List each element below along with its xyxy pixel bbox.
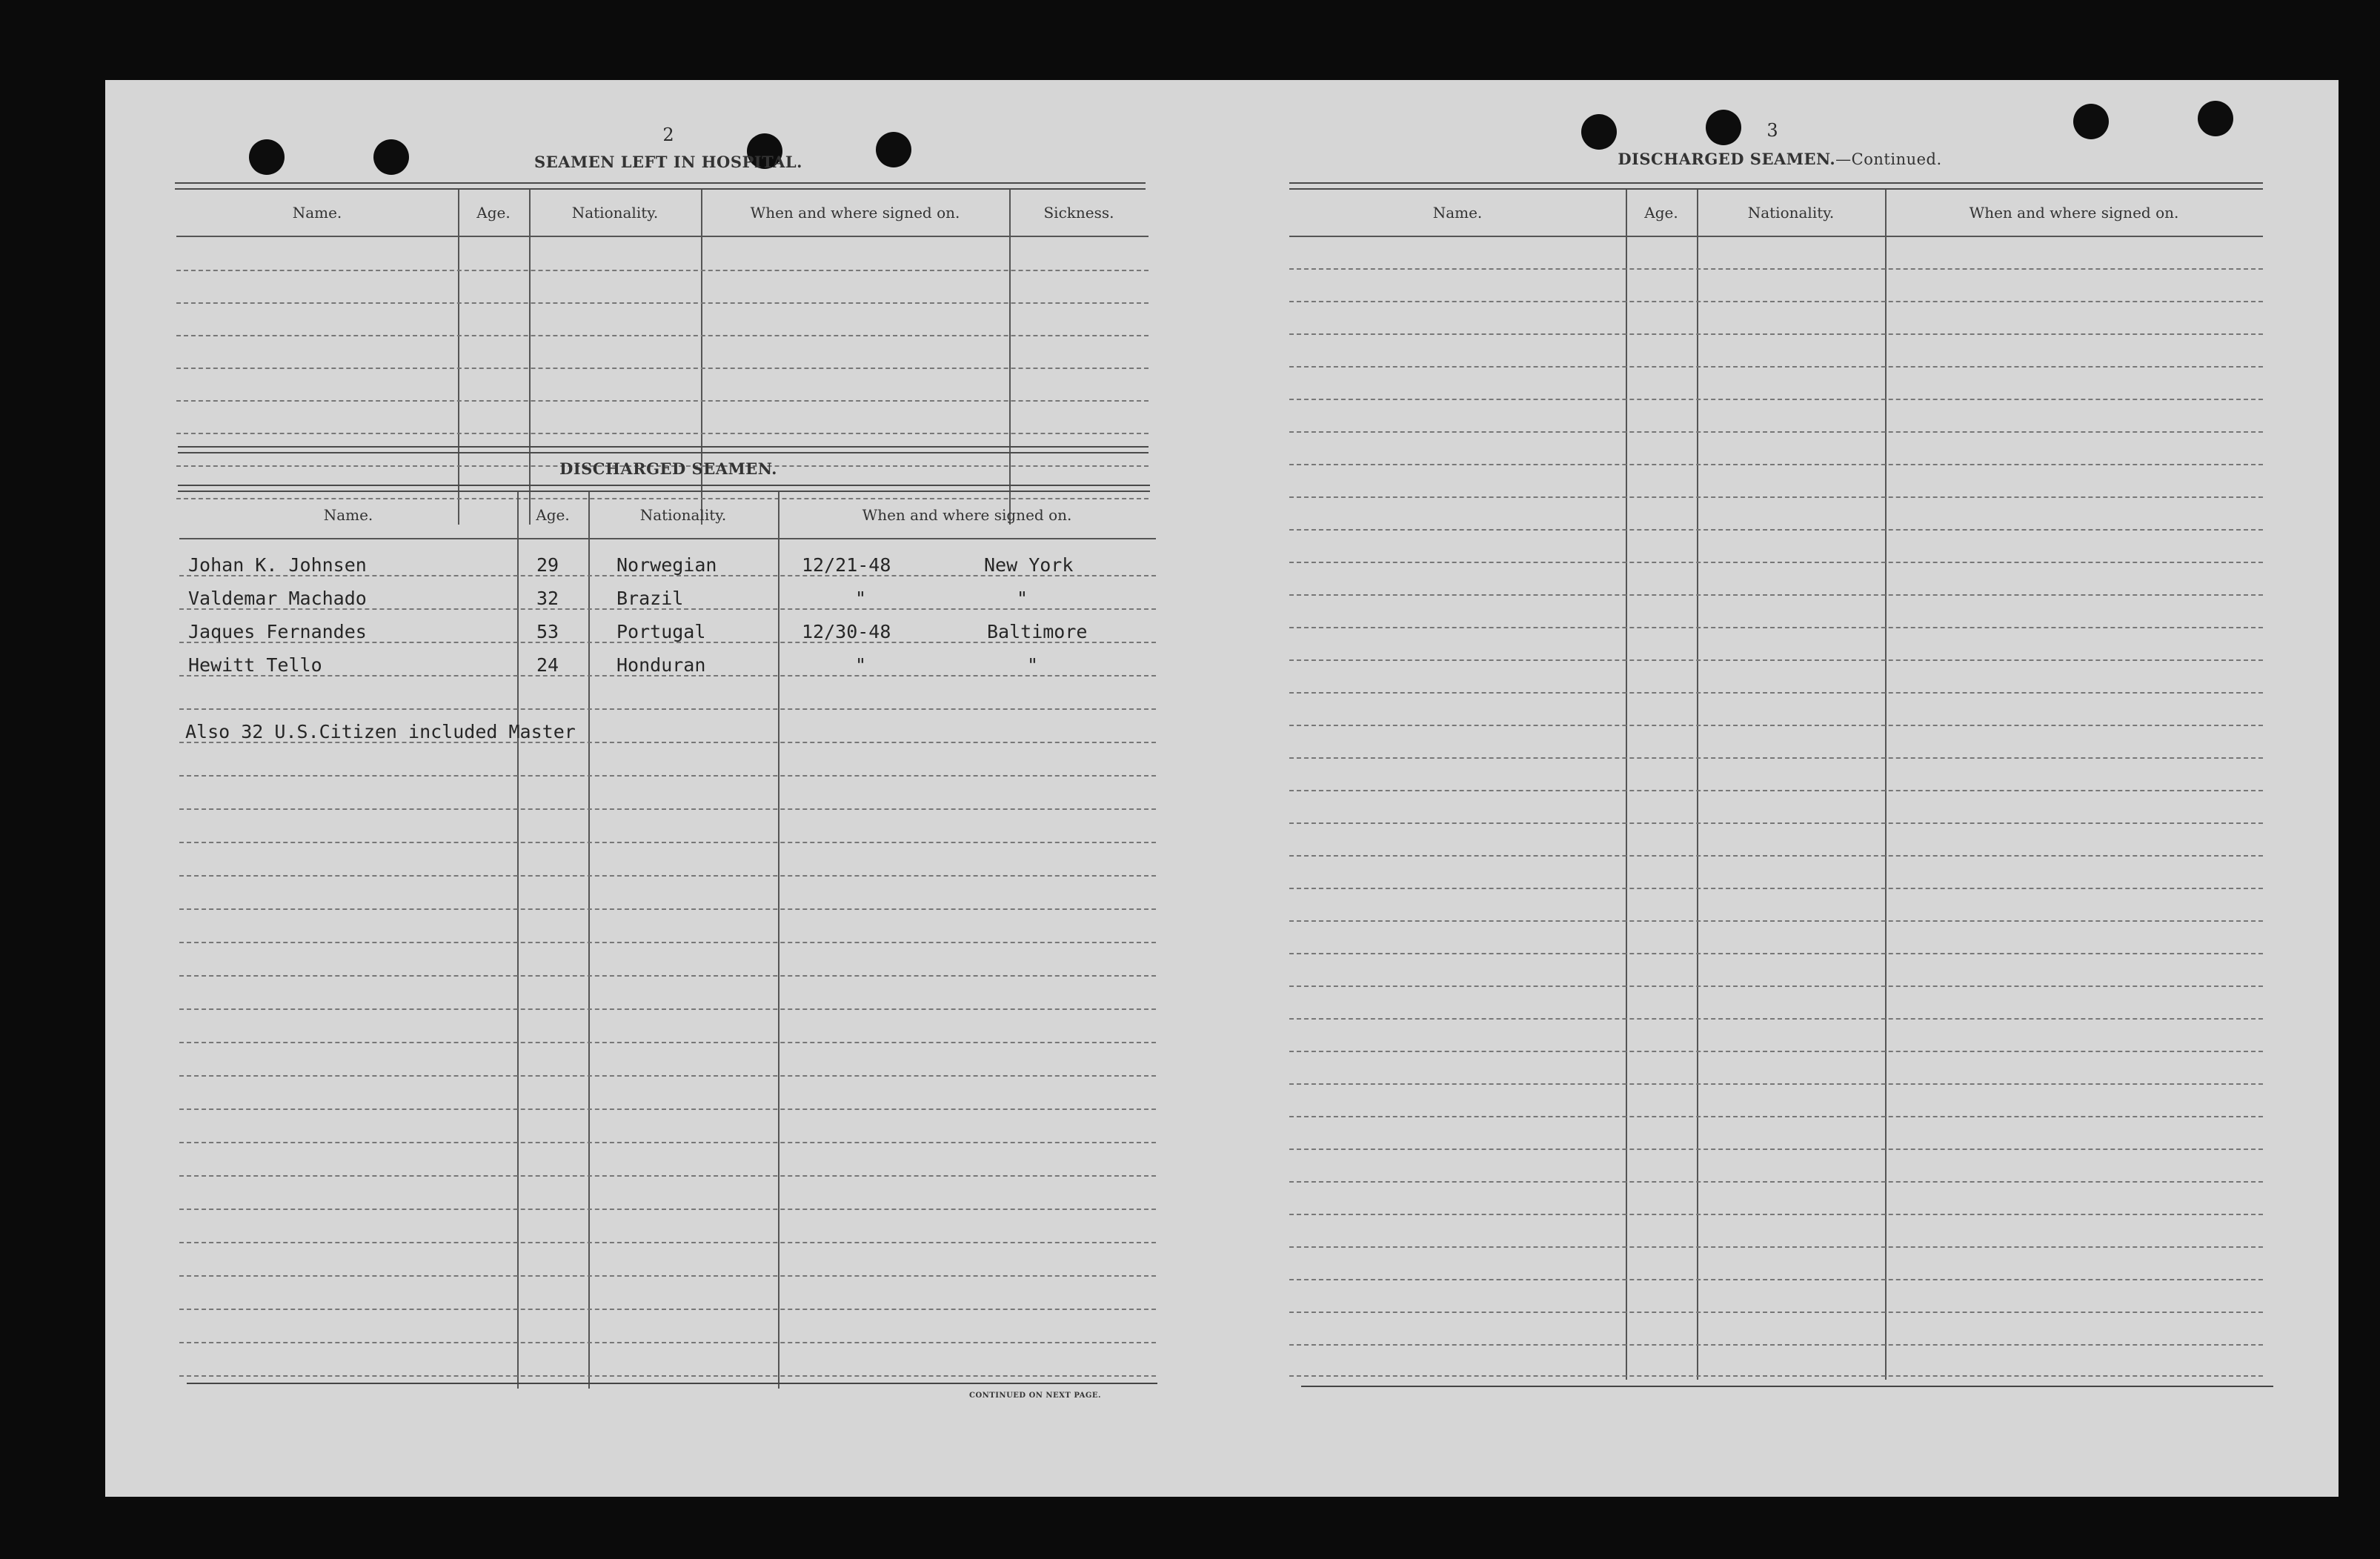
row-line	[179, 1042, 1156, 1043]
row-line	[1289, 888, 2263, 889]
column-divider	[1697, 190, 1698, 1380]
row-line	[179, 975, 1156, 977]
row-line	[1289, 1246, 2263, 1248]
row-line	[179, 942, 1156, 943]
row-line	[1289, 1279, 2263, 1280]
col-header-age: Age.	[1644, 204, 1678, 222]
col-header-signed-on: When and where signed on.	[750, 204, 960, 222]
seaman-signed-date: 12/21-48	[802, 554, 891, 576]
row-line	[179, 1342, 1156, 1343]
seaman-signed-place: New York	[984, 554, 1074, 576]
row-line	[176, 270, 1149, 271]
discharged-table-header	[179, 492, 1156, 539]
row-line	[1289, 268, 2263, 270]
continued-note: CONTINUED ON NEXT PAGE.	[969, 1392, 1102, 1400]
row-line	[1289, 1214, 2263, 1215]
punch-hole	[373, 139, 409, 175]
punch-hole	[249, 139, 285, 175]
row-line	[179, 1008, 1156, 1010]
row-line	[176, 368, 1149, 369]
row-line	[1289, 822, 2263, 824]
row-line	[1289, 692, 2263, 694]
discharged-note: Also 32 U.S.Citizen included Master	[185, 721, 576, 742]
col-header-age: Age.	[476, 204, 511, 222]
column-divider	[1009, 190, 1011, 525]
row-line	[1289, 1051, 2263, 1052]
row-line	[1289, 1083, 2263, 1085]
col-header-age: Age.	[536, 506, 570, 524]
row-line	[176, 400, 1149, 402]
row-line	[1289, 366, 2263, 368]
row-line	[1289, 333, 2263, 335]
row-line	[179, 908, 1156, 910]
seaman-nationality: Portugal	[616, 621, 706, 642]
left-bottom-rule	[187, 1383, 1157, 1384]
row-line	[179, 1142, 1156, 1143]
col-header-nationality: Nationality.	[639, 506, 727, 524]
row-line	[179, 875, 1156, 877]
column-divider	[1626, 190, 1627, 1380]
row-line	[1289, 594, 2263, 596]
col-header-sickness: Sickness.	[1043, 204, 1114, 222]
row-line	[1289, 1375, 2263, 1377]
row-line	[1289, 1018, 2263, 1020]
seaman-age: 32	[536, 588, 559, 609]
row-line	[179, 1242, 1156, 1243]
discharged-top-rule	[178, 485, 1150, 492]
row-line	[179, 1175, 1156, 1177]
punch-hole	[876, 132, 911, 167]
seaman-signed-date: "	[855, 588, 867, 609]
seaman-signed-date: 12/30-48	[802, 621, 891, 642]
row-line	[1289, 1116, 2263, 1117]
column-divider	[588, 492, 590, 1389]
seaman-signed-date: "	[855, 654, 867, 676]
seaman-name: Hewitt Tello	[188, 654, 322, 676]
row-line	[1289, 529, 2263, 531]
hospital-bottom-rule	[178, 446, 1149, 453]
seaman-name: Johan K. Johnsen	[188, 554, 367, 576]
seaman-nationality: Honduran	[616, 654, 706, 676]
discharged-section-title: DISCHARGED SEAMEN.	[559, 459, 777, 478]
col-header-signed-on: When and where signed on.	[862, 506, 1072, 524]
row-line	[1289, 301, 2263, 302]
seaman-signed-place: Baltimore	[987, 621, 1088, 642]
seaman-signed-place: "	[1027, 654, 1039, 676]
col-header-name: Name.	[1432, 204, 1483, 222]
right-top-rule	[1289, 182, 2263, 190]
column-divider	[458, 190, 459, 525]
discharged-continued-header	[1289, 190, 2263, 237]
row-line	[176, 302, 1149, 304]
document-sheet	[105, 80, 2339, 1497]
row-line	[1289, 399, 2263, 400]
column-divider	[778, 492, 780, 1389]
punch-hole	[2198, 101, 2233, 136]
row-line	[1289, 725, 2263, 726]
discharged-continued-title-main: DISCHARGED SEAMEN.	[1618, 150, 1836, 168]
discharged-table	[179, 492, 1156, 1390]
row-line	[1289, 790, 2263, 791]
row-line	[179, 842, 1156, 843]
punch-hole	[1581, 114, 1617, 150]
column-divider	[1885, 190, 1887, 1380]
col-header-nationality: Nationality.	[1747, 204, 1835, 222]
seaman-nationality: Brazil	[616, 588, 684, 609]
row-line	[1289, 1312, 2263, 1313]
punch-hole	[2073, 104, 2109, 139]
row-line	[1289, 464, 2263, 465]
row-line	[1289, 562, 2263, 563]
row-line	[176, 335, 1149, 336]
discharged-continued-title	[1572, 150, 1987, 168]
row-line	[1289, 431, 2263, 433]
row-line	[179, 808, 1156, 810]
col-header-nationality: Nationality.	[571, 204, 659, 222]
row-line	[1289, 757, 2263, 759]
seaman-nationality: Norwegian	[616, 554, 717, 576]
hospital-top-rule	[175, 182, 1146, 190]
row-line	[1289, 1344, 2263, 1346]
punch-hole	[1706, 110, 1741, 145]
row-line	[1289, 1181, 2263, 1183]
col-header-signed-on: When and where signed on.	[1969, 204, 2179, 222]
row-line	[1289, 496, 2263, 498]
row-line	[1289, 953, 2263, 954]
page-number-right: 3	[1766, 120, 1778, 141]
row-line	[179, 775, 1156, 777]
row-line	[179, 1209, 1156, 1210]
discharged-continued-table	[1289, 190, 2263, 1383]
row-line	[1289, 1149, 2263, 1150]
row-line	[179, 1375, 1156, 1377]
row-line	[1289, 627, 2263, 628]
discharged-continued-title-suffix: —Continued.	[1835, 150, 1942, 168]
row-line	[179, 708, 1156, 710]
row-line	[179, 1309, 1156, 1310]
row-line	[1289, 920, 2263, 922]
seaman-name: Jaques Fernandes	[188, 621, 367, 642]
row-line	[1289, 985, 2263, 987]
row-line	[1289, 855, 2263, 857]
col-header-name: Name.	[292, 204, 342, 222]
seaman-name: Valdemar Machado	[188, 588, 367, 609]
row-line	[179, 1275, 1156, 1277]
seaman-age: 24	[536, 654, 559, 676]
right-bottom-rule	[1301, 1386, 2273, 1387]
page-number-left: 2	[662, 124, 674, 145]
row-line	[179, 1108, 1156, 1110]
row-line	[176, 433, 1149, 434]
hospital-section-title: SEAMEN LEFT IN HOSPITAL.	[534, 153, 802, 171]
col-header-name: Name.	[323, 506, 373, 524]
seaman-age: 29	[536, 554, 559, 576]
row-line	[179, 1075, 1156, 1077]
row-line	[1289, 659, 2263, 661]
hospital-table-header	[176, 190, 1149, 237]
column-divider	[517, 492, 519, 1389]
seaman-signed-place: "	[1017, 588, 1028, 609]
seaman-age: 53	[536, 621, 559, 642]
